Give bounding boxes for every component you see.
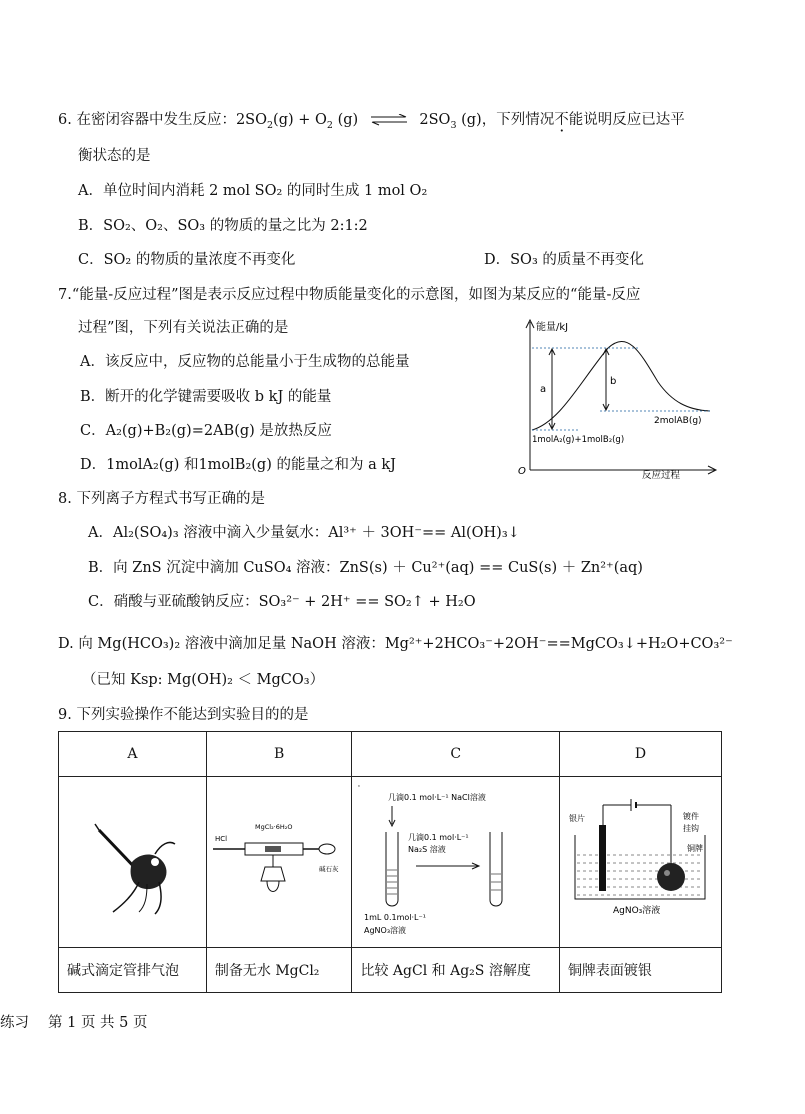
dehydration-apparatus-icon <box>209 815 349 905</box>
svg-text:HCl: HCl <box>215 835 228 843</box>
svg-text:碱石灰: 碱石灰 <box>319 865 339 873</box>
figure-b-cell <box>206 777 352 948</box>
q8-note: （已知 Ksp: Mg(OH)₂ ＜ MgCO₃） <box>82 672 325 688</box>
svg-text:MgCl₂·6H₂O: MgCl₂·6H₂O <box>255 823 293 831</box>
q6-stem-line1: 6. 在密闭容器中发生反应：$2SO_2(g) + O_2$ (g) $2SO_3$ (g)，下列情况不能说明反应已达平 <box>58 112 685 131</box>
label-b: b <box>610 376 617 387</box>
test-tube-experiment-icon <box>356 780 556 940</box>
y-axis-label: 能量/kJ <box>536 322 569 333</box>
svg-text:1mL 0.1mol·L⁻¹: 1mL 0.1mol·L⁻¹ <box>363 913 426 922</box>
q6-option-d: D．SO₃ 的质量不再变化 <box>484 252 644 268</box>
caption-c: 比较 AgCl 和 Ag₂S 溶解度 <box>352 948 559 993</box>
footer-page-number: 第 1 页 共 5 页 <box>48 1015 148 1031</box>
q7-option-c: C．A₂(g)+B₂(g)=2AB(g) 是放热反应 <box>80 423 332 439</box>
x-axis-label: 反应过程 <box>642 470 681 480</box>
emphasis-text: 不能 <box>554 112 584 128</box>
header-c: C <box>352 732 559 777</box>
q8-stem: 8. 下列离子方程式书写正确的是 <box>58 491 265 507</box>
q8-option-c: C．硝酸与亚硫酸钠反应：SO₃²⁻ + 2H⁺ == SO₂↑ + H₂O <box>88 594 476 610</box>
svg-text:挂钩: 挂钩 <box>683 824 700 833</box>
header-b: B <box>206 732 352 777</box>
q6-option-c: C．SO₂ 的物质的量浓度不再变化 <box>78 252 296 268</box>
q7-stem-line1: 7.“能量-反应过程”图是表示反应过程中物质能量变化的示意图，如图为某反应的“能量-反应 <box>58 287 641 303</box>
figure-c-cell <box>352 777 559 948</box>
caption-a: 碱式滴定管排气泡 <box>59 948 207 993</box>
q8-option-b: B．向 ZnS 沉淀中滴加 CuSO₄ 溶液：ZnS(s) ＋ Cu²⁺(aq) == CuS(s) ＋ Zn²⁺(aq) <box>88 560 643 576</box>
label-a: a <box>540 384 547 395</box>
reactant-label: 1molA₂(g)+1molB₂(g) <box>532 435 625 445</box>
q7-stem-line2: 过程”图，下列有关说法正确的是 <box>78 320 289 336</box>
burette-hand-icon <box>77 800 187 920</box>
origin-label: O <box>518 466 526 477</box>
product-label: 2molAB(g) <box>654 416 702 426</box>
svg-text:几滴0.1 mol·L⁻¹ NaCl溶液: 几滴0.1 mol·L⁻¹ NaCl溶液 <box>387 793 486 802</box>
svg-text:': ' <box>357 784 360 792</box>
header-d: D <box>559 732 721 777</box>
electroplating-apparatus-icon <box>565 795 715 925</box>
q7-option-a: A．该反应中，反应物的总能量小于生成物的总能量 <box>80 354 410 370</box>
q6-option-a: A．单位时间内消耗 2 mol SO₂ 的同时生成 1 mol O₂ <box>78 183 428 199</box>
q6-option-b: B．SO₂、O₂、SO₃ 的物质的量之比为 2:1:2 <box>78 218 368 234</box>
q7-option-d: D．1molA₂(g) 和1molB₂(g) 的能量之和为 a kJ <box>80 457 396 473</box>
energy-diagram <box>510 312 720 480</box>
figure-a-cell <box>59 777 207 948</box>
footer-left: 练习 <box>0 1015 29 1031</box>
equilibrium-arrow-icon <box>369 114 409 126</box>
svg-text:AgNO₃溶液: AgNO₃溶液 <box>613 906 661 916</box>
q8-option-a: A．Al₂(SO₄)₃ 溶液中滴入少量氨水：Al³⁺ ＋ 3OH⁻== Al(OH)₃↓ <box>88 525 520 541</box>
q7-option-b: B．断开的化学键需要吸收 b kJ 的能量 <box>80 389 332 405</box>
header-a: A <box>59 732 207 777</box>
q6-stem-line2: 衡状态的是 <box>78 148 151 164</box>
caption-b: 制备无水 MgCl₂ <box>206 948 352 993</box>
q9-options-table <box>58 731 722 993</box>
q9-stem: 9. 下列实验操作不能达到实验目的的是 <box>58 707 309 723</box>
svg-text:镀件: 镀件 <box>683 812 700 821</box>
svg-text:AgNO₃溶液: AgNO₃溶液 <box>363 926 406 935</box>
svg-text:银片: 银片 <box>569 814 586 823</box>
svg-text:铜牌: 铜牌 <box>687 844 704 853</box>
svg-text:几滴0.1 mol·L⁻¹: 几滴0.1 mol·L⁻¹ <box>407 833 469 842</box>
figure-d-cell <box>559 777 721 948</box>
caption-d: 铜牌表面镀银 <box>559 948 721 993</box>
q8-option-d: D. 向 Mg(HCO₃)₂ 溶液中滴加足量 NaOH 溶液：Mg²⁺+2HCO₃⁻+2OH⁻==MgCO₃↓+H₂O+CO₃²⁻ <box>58 636 733 652</box>
svg-text:Na₂S 溶液: Na₂S 溶液 <box>407 845 446 854</box>
